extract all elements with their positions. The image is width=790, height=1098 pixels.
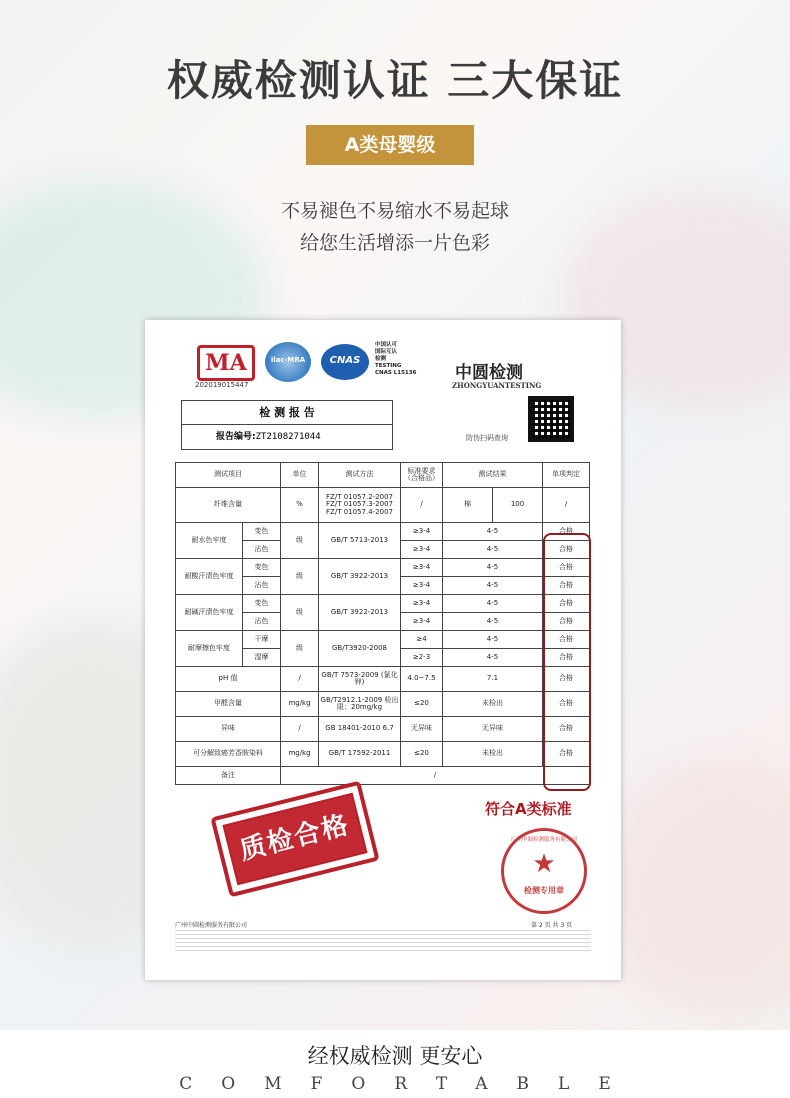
table-row: 耐碱汗渍色牢度 变色 级 GB/T 3922-2013 ≥3-4 4-5 合格	[176, 595, 590, 613]
test-results-table	[175, 462, 590, 785]
table-row: 耐水色牢度 变色 级 GB/T 5713-2013 ≥3-4 4-5 合格	[176, 523, 590, 541]
ilac-logo: ilac-MRA	[265, 342, 311, 382]
grade-a-annotation: 符合A类标准	[485, 800, 572, 818]
report-number: ZT2108271044	[255, 432, 321, 442]
footer-english: COMFORTABLE	[179, 1074, 640, 1094]
table-row: 沾色 ≥3-4 4-5 合格	[176, 613, 590, 631]
table-row: 甲醛含量 mg/kg GB/T2912.1-2009 检出限：20mg/kg ≤20 未检出 合格	[176, 692, 590, 717]
report-title-box	[181, 400, 393, 450]
company-name-cn: 中圆检测	[455, 363, 523, 383]
company-seal: ★ 检测专用章 广州中圆检测服务有限公司	[501, 828, 587, 914]
table-header: 测试项目 单位 测试方法 标准要求（合格品） 测试结果 单项判定	[176, 463, 590, 488]
footer-fine-print	[175, 930, 591, 952]
page-info: 第 2 页 共 3 页	[531, 922, 573, 929]
page-title: 权威检测认证 三大保证	[166, 56, 624, 105]
ma-logo: MA	[197, 345, 255, 381]
seal-star-icon: ★	[532, 849, 556, 879]
ma-number: 202019015447	[195, 381, 249, 389]
footer-slogan: 经权威检测 更安心	[307, 1044, 483, 1068]
quality-passed-stamp: 质检合格	[210, 781, 379, 898]
qr-caption: 防伪扫码查询	[466, 434, 508, 442]
table-remark-row: 备注 /	[176, 767, 590, 785]
table-row: pH 值 / GB/T 7573-2009 (氯化钾) 4.0~7.5 7.1 合格	[176, 667, 590, 692]
tagline-1: 不易褪色不易缩水不易起球	[280, 200, 509, 222]
table-row: 沾色 ≥3-4 4-5 合格	[176, 577, 590, 595]
qr-code	[528, 396, 574, 442]
table-row: 耐摩擦色牢度 干摩 级 GB/T3920-2008 ≥4 4-5 合格	[176, 631, 590, 649]
tagline-2: 给您生活增添一片色彩	[299, 232, 490, 254]
table-row: 可分解致癌芳香胺染料 mg/kg GB/T 17592-2011 ≤20 未检出 合格	[176, 742, 590, 767]
table-row: 沾色 ≥3-4 4-5 合格	[176, 541, 590, 559]
bottom-banner	[0, 1030, 790, 1098]
footer-company: 广州中圆检测服务有限公司	[175, 922, 248, 929]
cnas-text: 中国认可 国际互认 检测 TESTING CNAS L15136	[375, 342, 417, 376]
cnas-logo: CNAS	[321, 344, 369, 380]
verdict-highlight-box	[543, 533, 591, 791]
table-row: 异味 / GB 18401-2010 6.7 无异味 无异味 合格	[176, 717, 590, 742]
table-row: 纤维含量 % FZ/T 01057.2-2007 FZ/T 01057.3-2007 FZ/T 01057.4-2007 / 棉 100 /	[176, 488, 590, 523]
report-number-row: 报告编号:ZT2108271044	[216, 432, 321, 442]
table-row: 耐酸汗渍色牢度 变色 级 GB/T 3922-2013 ≥3-4 4-5 合格	[176, 559, 590, 577]
report-title: 检 测 报 告	[182, 401, 392, 425]
background-fold	[600, 760, 790, 1020]
table-row: 湿摩 ≥2-3 4-5 合格	[176, 649, 590, 667]
grade-badge: A类母婴级	[306, 125, 474, 165]
test-report-document	[145, 320, 621, 980]
company-name-en: ZHONGYUANTESTING	[452, 381, 542, 390]
